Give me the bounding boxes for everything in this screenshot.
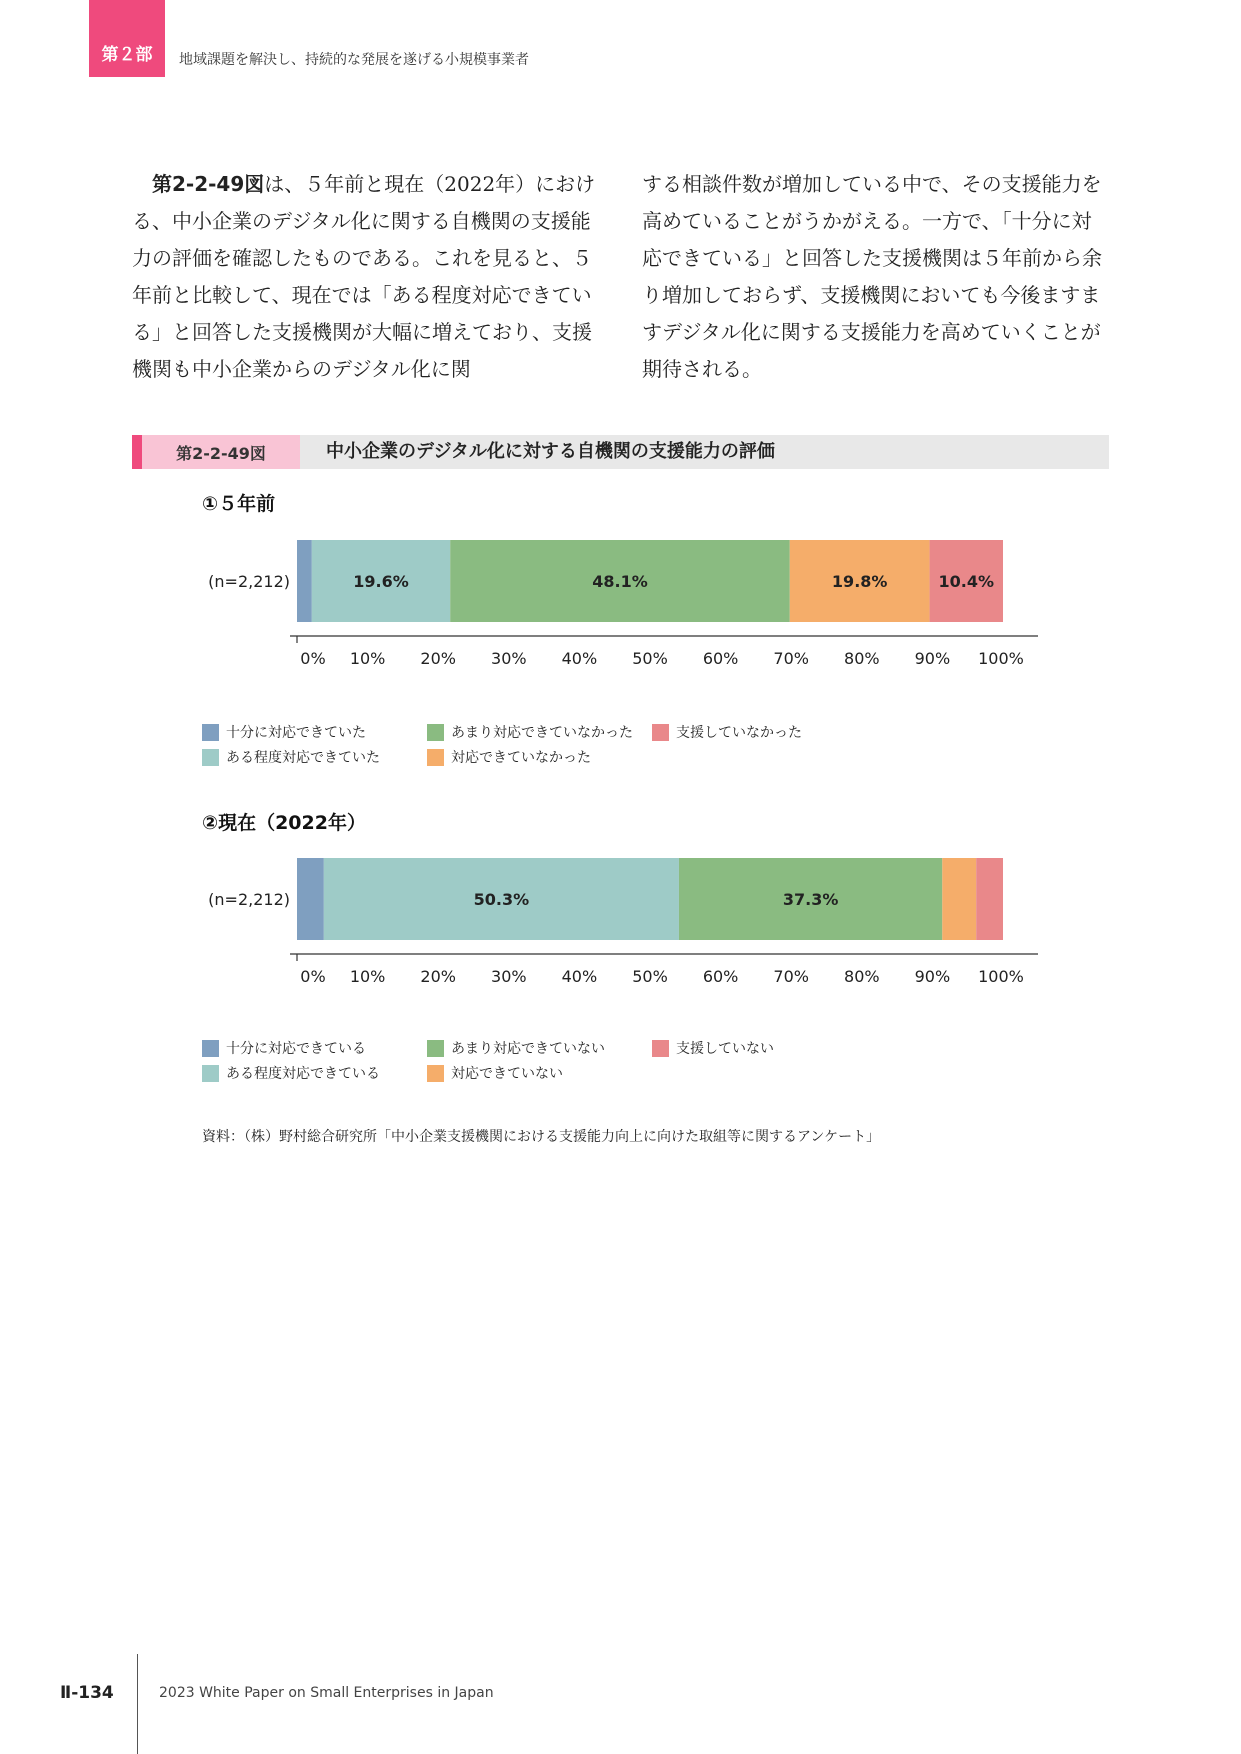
part-tab <box>89 0 165 77</box>
legend-swatch <box>427 749 444 766</box>
x-tick-label: 0% <box>300 649 326 668</box>
bar-data-label-3: 48.1% <box>592 572 648 591</box>
x-tick-label: 60% <box>702 649 739 668</box>
bar-segment-1 <box>297 858 324 940</box>
x-tick-label: 20% <box>420 967 456 986</box>
legend-swatch <box>202 1065 219 1082</box>
book-title: 2023 White Paper on Small Enterprises in Japan <box>159 1685 494 1701</box>
x-tick-label: 10% <box>349 649 386 668</box>
legend-item <box>652 722 802 742</box>
legend-swatch <box>652 724 669 741</box>
x-tick-label: 50% <box>632 967 668 986</box>
figure-source: 資料：（株）野村総合研究所「中小企業支援機関における支援能力向上に向けた取組等に関するアンケート」 <box>202 1129 881 1145</box>
body-figure-reference: 第2-2-49図 <box>152 172 265 196</box>
legend-swatch <box>427 1040 444 1057</box>
legend-label: 十分に対応できていた <box>226 725 366 741</box>
x-tick-label: 100% <box>978 967 1024 986</box>
chart-2-title: ②現在（2022年） <box>202 812 366 834</box>
legend-label: 対応できていない <box>451 1066 563 1082</box>
body-text-left <box>132 166 600 388</box>
x-tick-label: 0% <box>300 967 326 986</box>
x-tick-label: 40% <box>561 649 598 668</box>
legend-item <box>427 722 633 742</box>
part-title: 地域課題を解決し、持続的な発展を遂げる小規模事業者 <box>179 52 529 68</box>
legend-item <box>652 1038 774 1058</box>
legend-swatch <box>427 724 444 741</box>
legend-label: 対応できていなかった <box>451 750 591 766</box>
page-number: Ⅱ-134 <box>60 1683 114 1703</box>
x-tick-label: 80% <box>844 967 880 986</box>
legend-label: 支援していない <box>676 1041 774 1057</box>
legend-swatch <box>652 1040 669 1057</box>
x-tick-label: 100% <box>978 649 1024 668</box>
legend-item <box>202 1038 366 1058</box>
legend-item <box>202 1063 380 1083</box>
bar-segment-5 <box>976 858 1003 940</box>
x-tick-label: 90% <box>914 967 951 986</box>
x-tick-label: 10% <box>349 967 386 986</box>
category-label: (n=2,212) <box>208 572 290 591</box>
bar-segment-4 <box>942 858 976 940</box>
legend-swatch <box>202 749 219 766</box>
legend-item <box>202 747 380 767</box>
figure-title: 中小企業のデジタル化に対する自機関の支援能力の評価 <box>326 441 775 462</box>
bar-data-label-2: 50.3% <box>473 890 530 909</box>
bar-data-label-4: 19.8% <box>831 572 888 591</box>
legend-item <box>202 722 366 742</box>
legend-item <box>427 747 591 767</box>
figure-header <box>132 435 1109 469</box>
body-text-right: する相談件数が増加している中で、その支援能力を高めていることがうかがえる。一方で、「十分に対応できている」と回答した支援機関は５年前から余り増加しておらず、支援機関においても今後ますますデジタル化に関する支援能力を高めていくことが期待される。 <box>642 172 1102 381</box>
chart-5-years-ago <box>190 528 1070 698</box>
legend-item <box>427 1038 605 1058</box>
bar-segment-1 <box>297 540 312 622</box>
chart-current-2022 <box>190 846 1070 1016</box>
legend-swatch <box>427 1065 444 1082</box>
x-tick-label: 50% <box>632 649 668 668</box>
x-tick-label: 30% <box>491 649 527 668</box>
chart-2-legend <box>202 1038 902 1088</box>
legend-label: あまり対応できていなかった <box>451 725 633 741</box>
x-tick-label: 90% <box>914 649 951 668</box>
x-tick-label: 20% <box>420 649 456 668</box>
legend-label: 十分に対応できている <box>226 1041 366 1057</box>
bar-data-label-2: 19.6% <box>353 572 409 591</box>
legend-label: ある程度対応できている <box>226 1066 380 1082</box>
legend-item <box>427 1063 563 1083</box>
x-tick-label: 60% <box>702 967 739 986</box>
figure-header-accent <box>132 435 142 469</box>
chart-1-title: ①５年前 <box>202 493 276 515</box>
legend-label: 支援していなかった <box>676 725 802 741</box>
legend-label: あまり対応できていない <box>451 1041 605 1057</box>
bar-data-label-3: 37.3% <box>782 890 839 909</box>
bar-data-label-5: 10.4% <box>938 572 995 591</box>
footer-divider <box>137 1654 138 1754</box>
x-tick-label: 30% <box>491 967 527 986</box>
legend-swatch <box>202 1040 219 1057</box>
part-label: 第２部 <box>101 45 153 65</box>
figure-number: 第2-2-49図 <box>142 435 300 469</box>
body-text-left-rest: は、５年前と現在（2022年）における、中小企業のデジタル化に関する自機関の支援能力の評価を確認したものである。これを見ると、５年前と比較して、現在では「ある程度対応できている」と回答した支援機関が大幅に増えており、支援機関も中小企業からのデジタル化に関 <box>132 172 596 381</box>
x-tick-label: 70% <box>773 967 809 986</box>
x-tick-label: 40% <box>561 967 598 986</box>
x-tick-label: 80% <box>844 649 880 668</box>
x-tick-label: 70% <box>773 649 809 668</box>
legend-label: ある程度対応できていた <box>226 750 380 766</box>
category-label: (n=2,212) <box>208 890 290 909</box>
chart-1-legend <box>202 722 902 772</box>
legend-swatch <box>202 724 219 741</box>
